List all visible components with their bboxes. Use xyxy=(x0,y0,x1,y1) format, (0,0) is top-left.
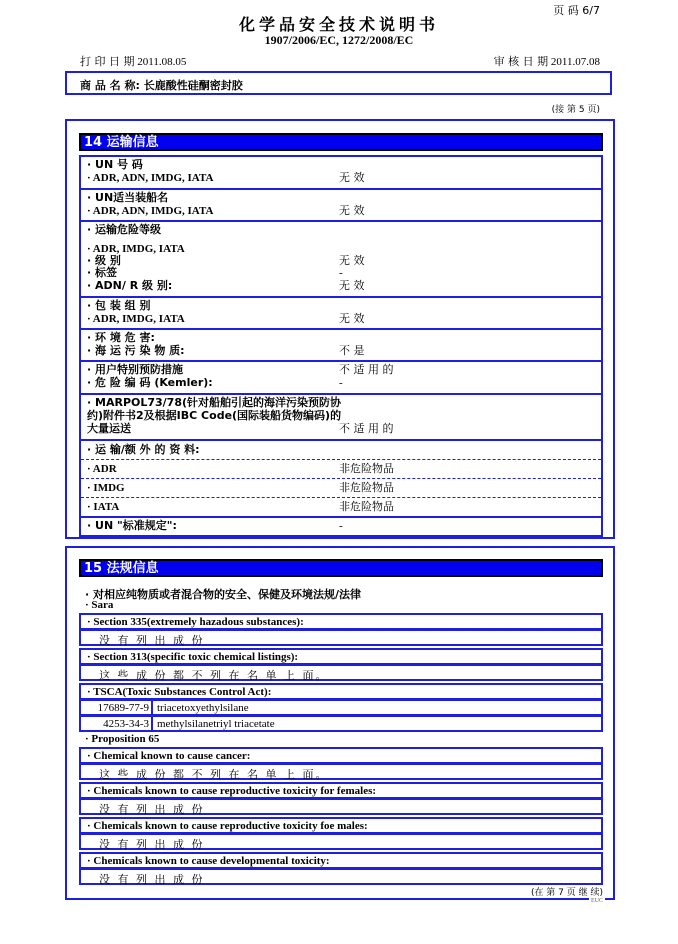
continued-from: (接 第 5 页) xyxy=(551,105,600,115)
kemler-label: · 危 险 编 码 (Kemler): xyxy=(87,376,213,389)
tsca-label: · TSCA(Toxic Substances Control Act): xyxy=(87,686,272,698)
proposition-65-label: · Proposition 65 xyxy=(85,733,160,745)
cell-divider xyxy=(151,701,153,714)
un-number-value: 无 效 xyxy=(339,171,365,184)
print-date-label: 打 印 日 期 xyxy=(80,55,135,68)
special-precautions-label: · 用户特别预防措施 xyxy=(87,363,184,376)
divider xyxy=(81,360,601,362)
imdg-value: 非危险物品 xyxy=(339,481,394,494)
review-date-value: 2011.07.08 xyxy=(550,56,600,68)
iata-label: · IATA xyxy=(87,501,120,513)
dashed-divider xyxy=(81,478,601,479)
imdg-label: · IMDG xyxy=(87,482,125,494)
class-label: · 级 别 xyxy=(87,254,121,267)
section-335-value-box xyxy=(79,629,603,646)
iata-value: 非危险物品 xyxy=(339,500,394,513)
tsca-header xyxy=(79,683,603,700)
section-335-header xyxy=(79,613,603,630)
cancer-label: · Chemical known to cause cancer: xyxy=(87,750,251,762)
tsca-cas: 4253-34-3 xyxy=(103,718,149,730)
marpol-line-1: · MARPOL73/78(针对船舶引起的海洋污染预防协 xyxy=(87,396,342,409)
tsca-name: triacetoxyethylsilane xyxy=(157,702,249,714)
adr-label: · ADR xyxy=(87,463,117,475)
cancer-header xyxy=(79,747,603,764)
shipping-name-value: 无 效 xyxy=(339,204,365,217)
cancer-value: 这 些 成 份 都 不 列 在 名 单 上 面。 xyxy=(99,768,329,781)
developmental-value: 没 有 列 出 成 份 xyxy=(99,873,205,886)
adr-value: 非危险物品 xyxy=(339,462,394,475)
developmental-label: · Chemicals known to cause developmental toxicity: xyxy=(87,855,330,867)
adn-value: 无 效 xyxy=(339,279,365,292)
document-title: 化学品安全技术说明书 xyxy=(238,15,439,34)
cell-divider xyxy=(151,717,153,730)
section-335-value: 没 有 列 出 成 份 xyxy=(99,634,205,647)
divider xyxy=(81,328,601,330)
repro-male-header xyxy=(79,817,603,834)
section-313-header xyxy=(79,648,603,665)
dashed-divider xyxy=(81,459,601,460)
footer-code: EUC xyxy=(591,898,603,904)
continued-on: (在 第 7 页 继 续) xyxy=(530,888,603,898)
packing-group-sub: · ADR, IMDG, IATA xyxy=(87,313,185,325)
un-number-label: · UN 号 码 xyxy=(87,158,143,171)
product-name: 商 品 名 称: 长鹿酸性硅酮密封胶 xyxy=(80,79,243,92)
repro-male-label: · Chemicals known to cause reproductive toxicity foe males: xyxy=(87,820,368,832)
repro-female-header xyxy=(79,782,603,799)
env-hazard-label: · 环 境 危 害: xyxy=(87,331,155,344)
shipping-name-sub: · ADR, ADN, IMDG, IATA xyxy=(87,205,214,217)
developmental-value-box xyxy=(79,868,603,885)
divider xyxy=(81,188,601,190)
section-335-label: · Section 335(extremely hazadous substances): xyxy=(87,616,304,628)
cancer-value-box xyxy=(79,763,603,780)
packing-group-value: 无 效 xyxy=(339,312,365,325)
repro-female-label: · Chemicals known to cause reproductive toxicity for females: xyxy=(87,785,377,797)
print-date-value: 2011.08.05 xyxy=(137,56,187,68)
divider xyxy=(81,296,601,298)
review-date-label: 审 核 日 期 xyxy=(493,55,549,68)
section-14 xyxy=(65,119,615,539)
section-313-value: 这 些 成 份 都 不 列 在 名 单 上 面。 xyxy=(99,669,329,682)
section-15-title: 15 法规信息 xyxy=(79,559,603,577)
repro-female-value-box xyxy=(79,798,603,815)
repro-male-value: 没 有 列 出 成 份 xyxy=(99,838,205,851)
hazard-class-sub: · ADR, IMDG, IATA xyxy=(87,243,185,255)
shipping-name-label: · UN适当装船名 xyxy=(87,191,169,204)
marpol-line-3: 大量运送 xyxy=(87,422,131,435)
un-standard-value: - xyxy=(339,520,343,532)
tsca-row xyxy=(79,715,603,732)
tsca-row xyxy=(79,699,603,716)
regulation-subtitle: 1907/2006/EC, 1272/2008/EC xyxy=(264,33,414,47)
divider xyxy=(81,393,601,395)
tsca-cas: 17689-77-9 xyxy=(97,702,149,714)
section-15 xyxy=(65,546,615,904)
tag-value: - xyxy=(339,267,343,279)
tsca-name: methylsilanetriyl triacetate xyxy=(157,718,275,730)
section-14-title: 14 运输信息 xyxy=(79,133,603,151)
transport-table xyxy=(79,155,603,537)
marine-pollutant-value: 不 是 xyxy=(339,344,365,357)
developmental-header xyxy=(79,852,603,869)
divider xyxy=(81,516,601,518)
kemler-value: - xyxy=(339,377,343,389)
marine-pollutant-label: · 海 运 污 染 物 质: xyxy=(87,344,185,357)
page-number: 页 码 6/7 xyxy=(553,4,600,17)
section-313-label: · Section 313(specific toxic chemical listings): xyxy=(87,651,299,663)
marpol-line-2: 约)附件书2及根据IBC Code(国际装船货物编码)的 xyxy=(87,409,342,422)
un-number-sub: · ADR, ADN, IMDG, IATA xyxy=(87,172,214,184)
review-date xyxy=(494,53,600,69)
sara-label: · Sara xyxy=(85,599,114,611)
divider xyxy=(81,439,601,441)
packing-group-label: · 包 装 组 别 xyxy=(87,299,151,312)
special-precautions-value: 不 适 用 的 xyxy=(339,363,394,376)
additional-info-label: · 运 输/额 外 的 资 料: xyxy=(87,443,200,456)
product-name-box xyxy=(65,71,612,95)
dashed-divider xyxy=(81,497,601,498)
hazard-class-label: · 运输危险等级 xyxy=(87,223,162,236)
repro-female-value: 没 有 列 出 成 份 xyxy=(99,803,205,816)
divider xyxy=(81,220,601,222)
repro-male-value-box xyxy=(79,833,603,850)
class-value: 无 效 xyxy=(339,254,365,267)
print-date xyxy=(80,53,186,69)
un-standard-label: · UN "标准规定": xyxy=(87,519,177,532)
tag-label: · 标签 xyxy=(87,266,118,279)
marpol-value: 不 适 用 的 xyxy=(339,422,394,435)
section-313-value-box xyxy=(79,664,603,681)
regulation-intro: · 对相应纯物质或者混合物的安全、保健及环境法规/法律 xyxy=(85,588,362,601)
adn-label: · ADN/ R 级 别: xyxy=(87,279,173,292)
